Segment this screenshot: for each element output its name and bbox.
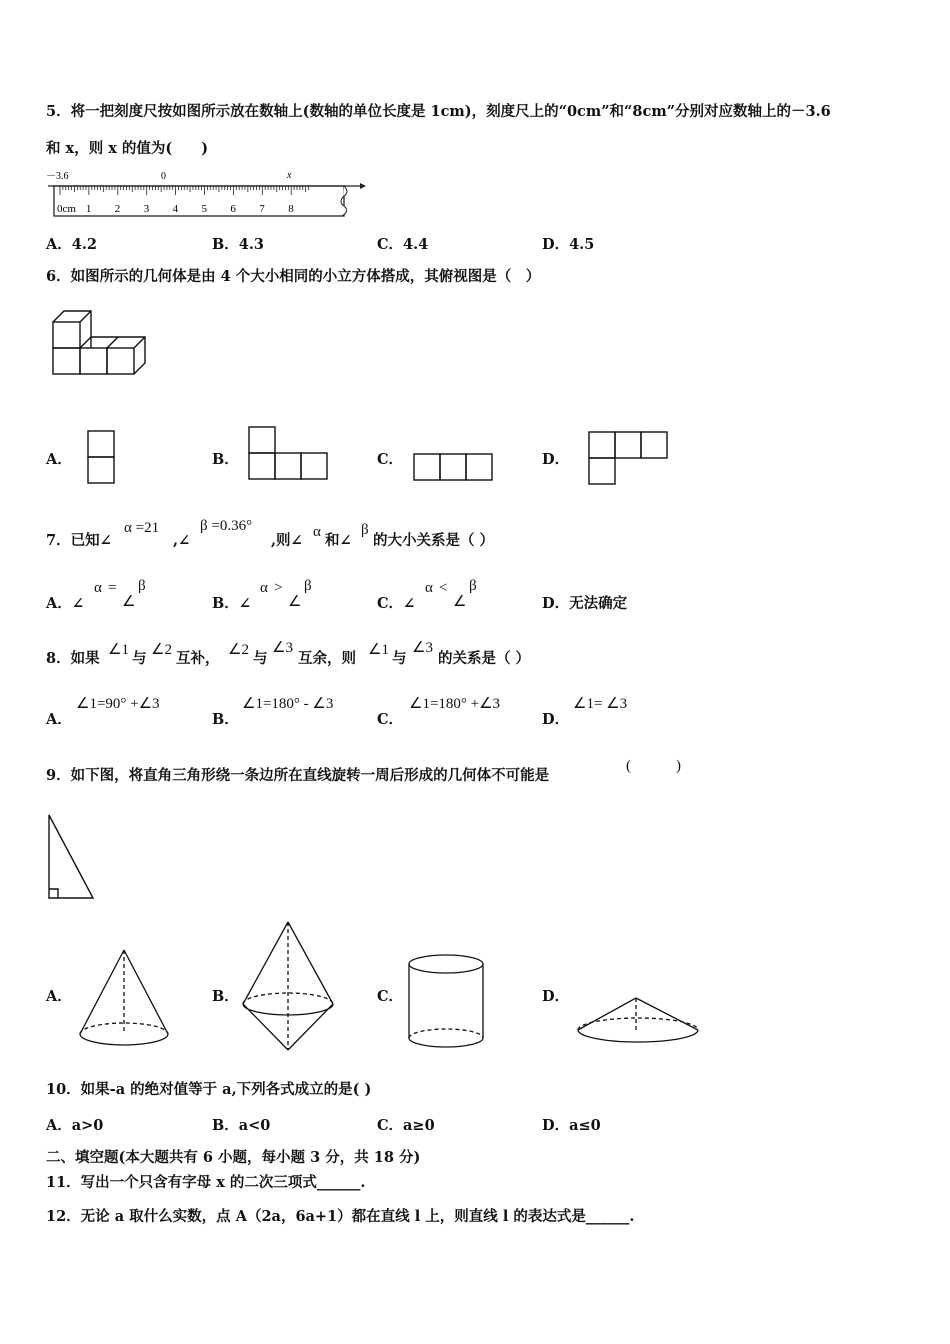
q9-option-c-cylinder — [406, 952, 490, 1056]
q8-question — [46, 640, 646, 672]
q9-option-a[interactable]: A． — [46, 988, 72, 1005]
q9-option-d-flat-cone — [574, 994, 704, 1054]
q9-option-b-double-cone — [240, 918, 340, 1054]
q7-b-label: B．∠ — [212, 595, 251, 612]
q8-option-d-expr: ∠1= ∠3 — [573, 696, 628, 712]
q7-b-alpha: α — [260, 580, 268, 596]
q7-beta: β — [361, 522, 369, 538]
q6-option-b[interactable]: B． — [212, 451, 239, 468]
ruler-label: 4 — [172, 203, 179, 215]
q8-option-c-expr: ∠1=180° +∠3 — [409, 696, 501, 712]
q7-a-label: A．∠ — [46, 595, 84, 612]
q10-option-d[interactable]: D．a≤0 — [542, 1117, 601, 1134]
q5-option-c[interactable]: C．4.4 — [377, 236, 429, 253]
q10-option-c[interactable]: C．a≥0 — [377, 1117, 435, 1134]
q7-and: 和∠ — [325, 532, 352, 549]
q12-text: 12．无论 a 取什么实数，点 A（2a，6a+1）都在直线 l 上，则直线 l 的表达式是______. — [46, 1208, 635, 1225]
q6-option-d-figure — [588, 431, 672, 489]
ruler-label: 5 — [201, 203, 207, 215]
q8-p4: 与 — [253, 650, 268, 667]
q6-option-a[interactable]: A． — [46, 451, 72, 468]
ruler-label: 2 — [114, 203, 121, 215]
q10-option-b[interactable]: B．a<0 — [212, 1117, 271, 1134]
q8-p3: 互补， — [176, 650, 220, 667]
section-2-heading: 二、填空题(本大题共有 6 小题，每小题 3 分，共 18 分) — [46, 1149, 421, 1166]
q8-p2: 与 — [132, 650, 147, 667]
ruler-label: 3 — [143, 203, 150, 215]
ruler-label: 1 — [85, 203, 92, 215]
q8-option-b[interactable]: B． — [212, 711, 239, 728]
q7-c-angle: ∠ — [453, 594, 467, 610]
q8-option-b-expr: ∠1=180° - ∠3 — [242, 696, 334, 712]
q8-a2: ∠2 — [151, 642, 172, 658]
q7-b-beta: β — [304, 578, 312, 594]
q7-a-angle: ∠ — [122, 594, 136, 610]
q7-suffix: 的大小关系是（ ） — [373, 532, 495, 549]
q8-a3: ∠2 — [228, 642, 249, 658]
q7-c-alpha: α — [425, 580, 433, 596]
cube-stack-figure — [50, 308, 160, 378]
axis-label-neg36: －3.6 — [46, 171, 69, 182]
q7-a-alpha: α — [94, 580, 102, 596]
q10-option-a[interactable]: A．a>0 — [46, 1117, 104, 1134]
q7-option-b[interactable] — [212, 580, 352, 610]
q10-text: 10．如果-a 的绝对值等于 a,下列各式成立的是( ) — [46, 1081, 372, 1098]
q8-option-a[interactable]: A． — [46, 711, 72, 728]
q9-paren: ( ) — [626, 758, 681, 774]
q7-a-op: = — [108, 580, 117, 596]
q8-option-c[interactable]: C． — [377, 711, 404, 728]
q7-option-a[interactable] — [46, 580, 186, 610]
q7-prefix: 7．已知∠ — [46, 532, 112, 549]
ruler-label: 8 — [288, 203, 294, 215]
q7-alpha-eq: α =21 — [124, 520, 160, 536]
q9-option-d[interactable]: D． — [542, 988, 570, 1005]
axis-label-zero: 0 — [161, 171, 166, 182]
q8-p6: 与 — [392, 650, 407, 667]
q7-a-beta: β — [138, 578, 146, 594]
q6-option-a-figure — [87, 430, 117, 486]
q7-b-op: > — [274, 580, 283, 596]
q6-option-d[interactable]: D． — [542, 451, 570, 468]
q8-p1: 8．如果 — [46, 650, 100, 667]
q6-text: 6．如图所示的几何体是由 4 个大小相同的小立方体搭成，其俯视图是（ ） — [46, 268, 541, 285]
q8-option-d[interactable]: D． — [542, 711, 570, 728]
q7-c-op: < — [439, 580, 448, 596]
q7-then: ,则∠ — [271, 532, 303, 549]
q9-text: 9．如下图，将直角三角形绕一条边所在直线旋转一周后形成的几何体不可能是 — [46, 767, 550, 784]
q6-option-c[interactable]: C． — [377, 451, 404, 468]
q8-option-a-expr: ∠1=90° +∠3 — [76, 696, 160, 712]
q9-option-b[interactable]: B． — [212, 988, 239, 1005]
q8-a5: ∠1 — [368, 642, 389, 658]
q6-option-b-figure — [248, 426, 332, 482]
q8-a6: ∠3 — [412, 640, 433, 656]
q5-line2: 和 x，则 x 的值为( ) — [46, 140, 209, 157]
q7-option-c[interactable] — [377, 580, 517, 610]
ruler-number-line-figure — [44, 168, 364, 218]
ruler-label: 7 — [259, 203, 265, 215]
q5-option-a[interactable]: A．4.2 — [46, 236, 97, 253]
q5-line1: 5．将一把刻度尺按如图所示放在数轴上(数轴的单位长度是 1cm)，刻度尺上的“0cm”和“8cm”分别对应数轴上的－3.6 — [46, 103, 831, 120]
right-triangle-figure — [46, 812, 106, 904]
q7-alpha: α — [313, 524, 321, 540]
q11-text: 11．写出一个只含有字母 x 的二次三项式______. — [46, 1174, 366, 1191]
q5-option-d[interactable]: D．4.5 — [542, 236, 595, 253]
q9-option-c[interactable]: C． — [377, 988, 404, 1005]
q6-option-c-figure — [413, 453, 497, 483]
q8-p5: 互余，则 — [298, 650, 356, 667]
axis-label-x: x — [287, 170, 292, 181]
q7-option-d[interactable]: D．无法确定 — [542, 595, 628, 612]
ruler-label: 6 — [230, 203, 236, 215]
q7-c-beta: β — [469, 578, 477, 594]
q7-b-angle: ∠ — [288, 594, 302, 610]
q7-c-label: C．∠ — [377, 595, 416, 612]
q9-option-a-cone — [76, 946, 176, 1054]
q7-sep: ,∠ — [173, 532, 191, 549]
q8-a1: ∠1 — [108, 642, 129, 658]
q5-option-b[interactable]: B．4.3 — [212, 236, 264, 253]
q7-beta-eq: β =0.36° — [200, 518, 253, 534]
q8-p7: 的关系是（ ） — [438, 650, 531, 667]
ruler-label-zero: 0cm — [57, 203, 76, 215]
q8-a4: ∠3 — [272, 640, 293, 656]
